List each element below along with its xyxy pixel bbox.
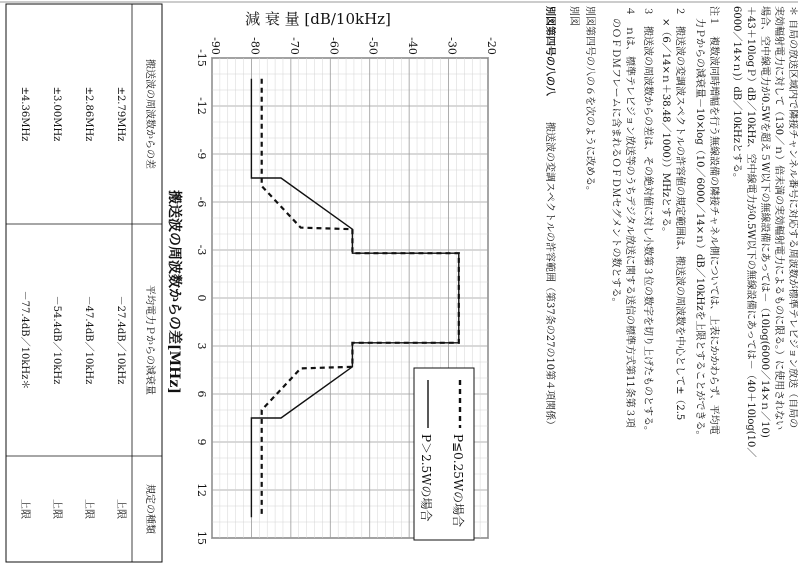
y-tick-label: -40 [406,37,420,55]
y-axis-title: 減 衰 量 [dB/10kHz] [245,10,391,28]
x-tick-label: 6 [195,390,208,398]
y-tick-label: -70 [287,37,301,55]
figure-title-bold: 別図第四号の八の八 [544,6,555,96]
x-tick-label: 15 [195,531,208,545]
note-star-line-2: 実効輻射電力に対して（130／ｎ）倍未満の実効輻射電力によるものに限る。）に使用されない [773,6,784,431]
note-2-line-2: ×（6／14×ｎ＋38.48／1000））MHzとする。 [660,18,671,238]
legend-label-dashed: P≦0.25Wの場合 [451,434,465,528]
y-tick-label: -20 [485,37,498,55]
note-2-line-1: ２ 搬送波の変調波スペクトルの許容値の規定範囲は、搬送波の周波数を中心として±（2.5 [674,6,685,421]
table-cell: 上限 [51,499,62,519]
x-tick-label: 12 [195,483,208,497]
x-tick-label: 3 [195,342,208,350]
table-header-cell: 搬送波の周波数からの差 [144,59,155,169]
legend-label-solid: P＞2.5Wの場合 [419,434,433,522]
note-star-line-5: 6000／14×ｎ)）dB／10kHzとする。 [731,6,742,183]
y-tick-label: -30 [445,37,459,55]
x-tick-label: -12 [195,97,208,115]
table-cells [19,59,157,534]
table-cell: －77.4dB／10kHz＊ [19,290,30,390]
table-cell: 上限 [115,499,126,519]
table-cell: ±4.36MHz [19,86,30,142]
x-tick-label: -3 [195,244,208,256]
figure-title-rest: 搬送波の変調スペクトルの許容範囲（第37条の27の10第４項関係） [544,122,555,431]
y-tick-label: -80 [248,37,262,55]
note-1-line-2: 力Ｐからの減衰量－10×log（10／6000／14×ｎ）dB／10kHzを上限とすることができる。 [694,18,705,441]
x-tick-labels [195,49,208,545]
x-tick-label: -6 [195,196,208,208]
x-tick-label: -15 [195,49,208,67]
table-cell: 上限 [83,499,94,519]
note-4-line-1: ４ ｎは、標準テレビジョン放送等のうちデジタル放送に関する送信の標準方式第11条第３項 [624,6,635,428]
table-cell: ±2.86MHz [83,86,94,142]
table-cell: ±2.79MHz [115,86,126,142]
note-1-line-1: 注１ 複数波同時増幅を行う無線設備の隣接チャネル側については、上表にかかわらず、平均電 [708,6,719,435]
note-star-line-3: 場合、空中線電力が0.5Wを超え５W以下の無線設備にあっては－（10log(6000／14×ｎ／10) [759,6,770,438]
note-star-line-1: ＊ 自局の放送区域内で隣接チャンネル番号に対応する周波数が標準テレビジョン放送（自局の [787,6,798,429]
table-cell: 上限 [19,499,30,519]
table-cell: －47.4dB／10kHz [83,295,94,385]
y-tick-label: -50 [366,37,380,55]
chart-legend [414,368,474,540]
x-tick-label: -9 [195,148,208,160]
spec-table [6,4,162,562]
table-cell: －27.4dB／10kHz [115,295,126,385]
note-4-line-2: のＯＦＤＭフレームに含まれるＯＦＤＭセグメントの数とする。 [610,18,621,308]
ref-label: 別図 [568,6,579,26]
table-header-cell: 規定の種類 [144,484,155,534]
note-star-line-4: ＋43＋10logＰ）dB／10kHz、空中線電力が0.5W以下の無線設備にあっては－（40＋10log(10／ [745,6,756,458]
table-cell: －54.4dB／10kHz [51,295,62,385]
y-tick-labels [209,37,498,55]
ref-line: 別図第四号の八の６を次のように改める。 [584,6,595,196]
table-cell: ±3.00MHz [51,86,62,142]
y-tick-label: -90 [209,37,222,55]
x-tick-label: 9 [195,438,208,446]
x-tick-label: 0 [195,294,208,302]
table-header-cell: 平均電力Ｐからの減衰量 [144,285,155,395]
chart-group [166,10,498,545]
note-3-line: ３ 搬送波の周波数からの差は、その絶対値に対し小数第３位の数字を切り上げたものとする。 [642,6,653,436]
y-tick-label: -60 [327,37,341,55]
x-axis-title: 搬送波の周波数からの差[MHz] [166,190,182,394]
